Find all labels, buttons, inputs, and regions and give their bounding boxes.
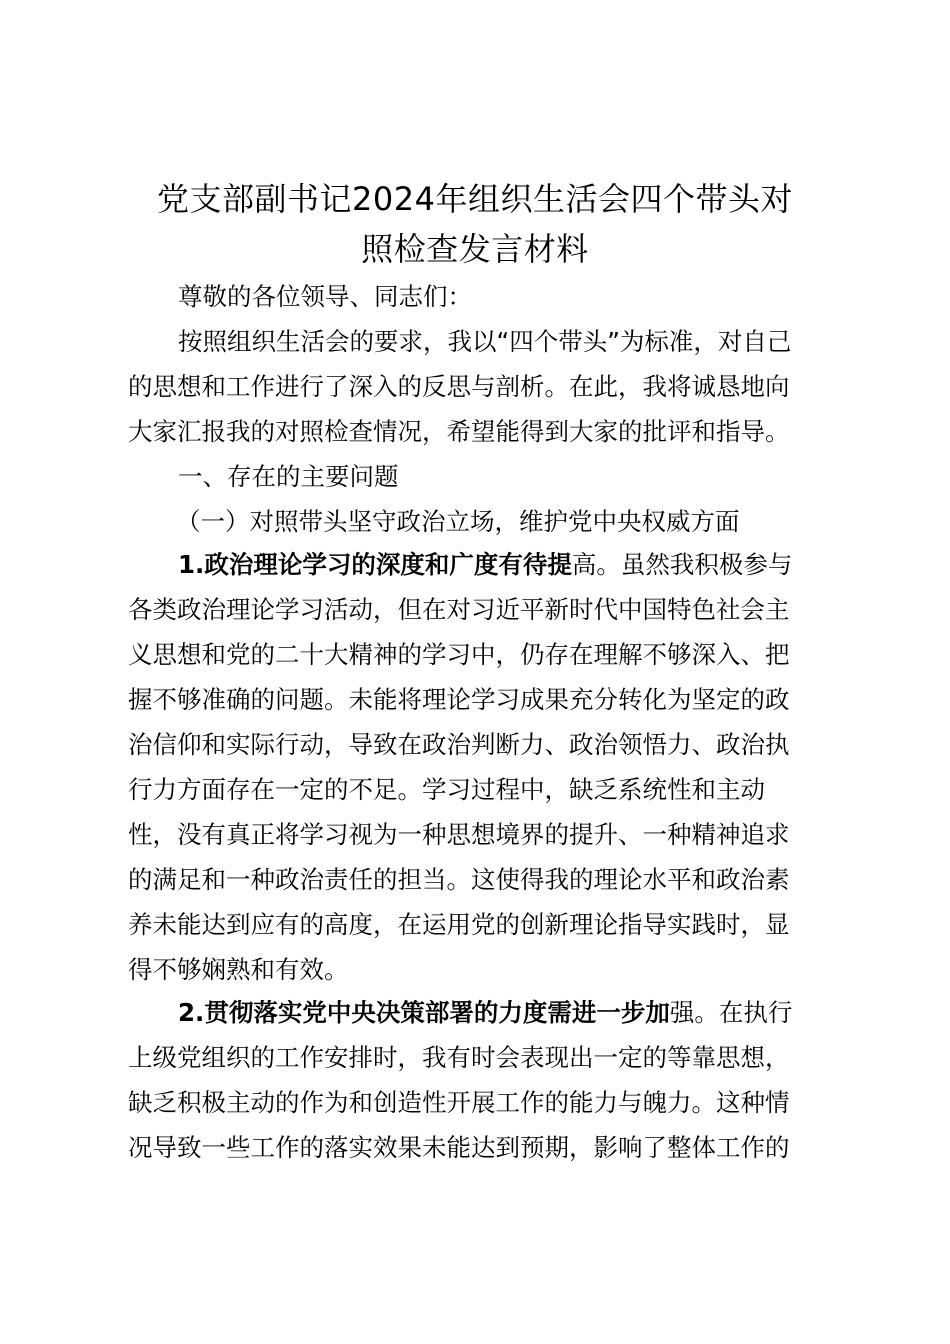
body-line: 义思想和党的二十大精神的学习中，仍存在理解不够深入、把 (128, 640, 790, 669)
subsection-heading: （一）对照带头坚守政治立场，维护党中央权威方面 (176, 507, 740, 536)
body-line: 的满足和一种政治责任的担当。这使得我的理论水平和政治素 (128, 865, 790, 894)
item-1-heading: 1.政治理论学习的深度和广度有待提 (178, 550, 572, 579)
intro-line: 按照组织生活会的要求，我以“四个带头”为标准，对自己 (178, 327, 792, 356)
item-2-first-line (178, 998, 792, 1028)
body-line: 得不够娴熟和有效。 (128, 955, 349, 984)
intro-line: 的思想和工作进行了深入的反思与剖析。在此，我将诚恳地向 (128, 372, 790, 401)
item-2-text: 强。在执行 (669, 998, 793, 1027)
title-line-2: 照检查发言材料 (361, 230, 589, 268)
body-line: 况导致一些工作的落实效果未能达到预期，影响了整体工作的 (128, 1133, 790, 1162)
body-line: 治信仰和实际行动，导致在政治判断力、政治领悟力、政治执 (128, 730, 790, 759)
salutation: 尊敬的各位领导、同志们： (178, 282, 472, 311)
section-heading: 一、存在的主要问题 (178, 462, 399, 491)
body-line: 各类政治理论学习活动，但在对习近平新时代中国特色社会主 (128, 595, 790, 624)
intro-line: 大家汇报我的对照检查情况，希望能得到大家的批评和指导。 (128, 417, 790, 446)
body-line: 缺乏积极主动的作为和创造性开展工作的能力与魄力。这种情 (128, 1088, 790, 1117)
body-line: 行力方面存在一定的不足。学习过程中，缺乏系统性和主动 (128, 775, 765, 804)
item-2-heading: 2.贯彻落实党中央决策部署的力度需进一步加 (178, 998, 670, 1027)
body-line: 性，没有真正将学习视为一种思想境界的提升、一种精神追求 (128, 820, 790, 849)
document-title (105, 174, 845, 274)
title-line-1: 党支部副书记2024年组织生活会四个带头对 (157, 180, 793, 218)
body-line: 握不够准确的问题。未能将理论学习成果充分转化为坚定的政 (128, 685, 790, 714)
item-1-text: 高。虽然我积极参与 (571, 550, 793, 579)
body-line: 养未能达到应有的高度，在运用党的创新理论指导实践时，显 (128, 910, 790, 939)
body-line: 上级党组织的工作安排时，我有时会表现出一定的等靠思想， (128, 1043, 790, 1072)
item-1-first-line (178, 550, 792, 580)
